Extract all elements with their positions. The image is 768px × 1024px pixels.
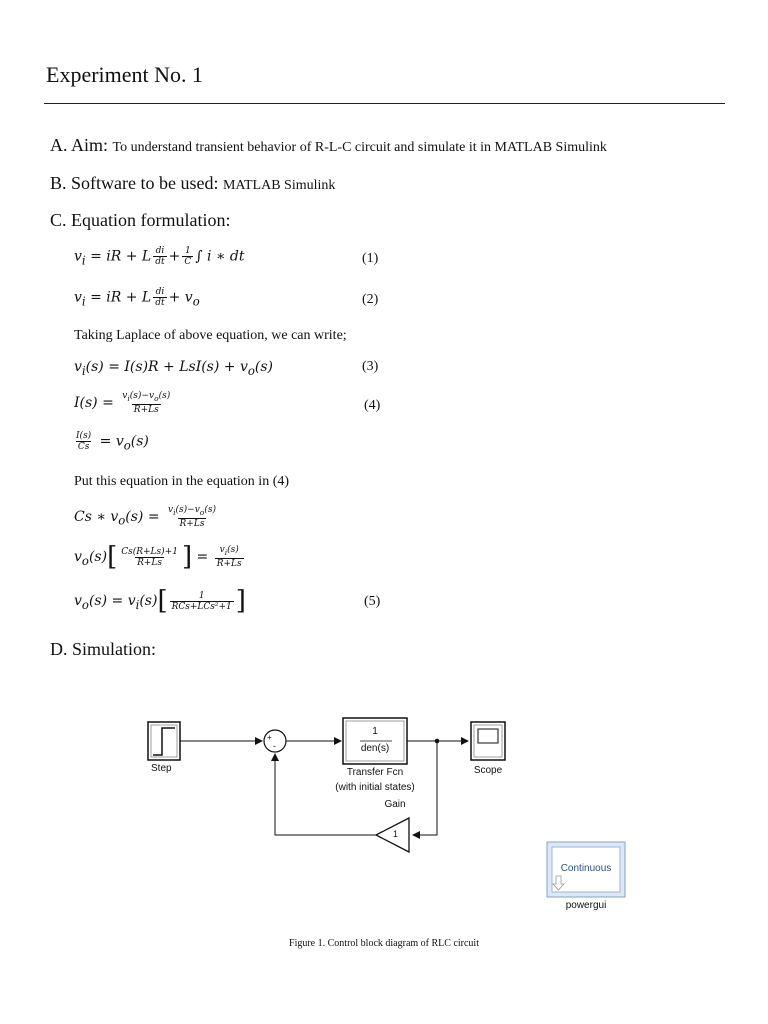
equation-substitution: Cs ∗ $v_o(s)$ = $\frac{v_i(s)-v_o(s)}{R+Ls}$ xyxy=(74,505,216,529)
step-label: Step xyxy=(151,763,172,774)
laplace-text: Taking Laplace of above equation, we can write; xyxy=(74,328,347,343)
gain-label: Gain xyxy=(384,799,406,810)
step-block[interactable] xyxy=(148,722,180,760)
equation-1: $v_i$ = iR + L $\frac{di}{dt}$ + $\frac{1}{C}$ ∫ i ∗ dt xyxy=(74,246,245,268)
equation-4: I(s) = $\frac{v_i(s)-v_o(s)}{R+Ls}$ xyxy=(74,391,171,415)
tf-sublabel: (with initial states) xyxy=(335,782,415,793)
tf-denominator: den(s) xyxy=(360,743,390,754)
equation-5: $v_o(s) = v_i(s)$ [ $\frac{1}{\text{RCs+LCs²+1}}$ ] xyxy=(74,586,246,616)
equation-2-number: (2) xyxy=(362,292,379,307)
transfer-fcn-block[interactable] xyxy=(343,718,407,764)
aim-label: A. Aim: xyxy=(50,135,109,155)
equation-3-number: (3) xyxy=(362,359,379,374)
equation-5-number: (5) xyxy=(364,594,381,609)
aim-text: To understand transient behavior of R-L-C circuit and simulate it in MATLAB Simulink xyxy=(112,140,607,155)
powergui-label: powergui xyxy=(565,900,607,911)
equation-rearranged: $v_o(s)$ [ $\frac{Cs(R+Ls)+1}{R+Ls}$ ] = $\frac{v_i(s)}{R+Ls}$ xyxy=(74,542,242,572)
figure-caption: Figure 1. Control block diagram of RLC circuit xyxy=(289,938,479,949)
equation-output-voltage: $\frac{I(s)}{Cs}$ = $v_o(s)$ xyxy=(76,431,149,453)
page-title: Experiment No. 1 xyxy=(46,62,204,87)
equation-2: $v_i$ = iR + L $\frac{di}{dt}$ + $v_o$ xyxy=(74,287,200,309)
tf-numerator: 1 xyxy=(372,726,378,737)
sum-plus-sign: + xyxy=(267,733,272,742)
section-simulation-heading: D. Simulation: xyxy=(50,639,157,659)
scope-label: Scope xyxy=(473,765,503,776)
scope-block[interactable] xyxy=(471,722,505,760)
powergui-mode-text: Continuous xyxy=(560,863,612,874)
equation-3: $v_i(s) = I(s)R + LsI(s) + v_o(s)$ xyxy=(74,359,274,378)
substitution-text: Put this equation in the equation in (4) xyxy=(74,474,290,489)
tf-label: Transfer Fcn xyxy=(346,767,404,778)
section-equation-heading: C. Equation formulation: xyxy=(50,210,231,230)
software-label: B. Software to be used: xyxy=(50,173,219,193)
equation-4-number: (4) xyxy=(364,398,381,413)
software-text: MATLAB Simulink xyxy=(222,178,336,193)
gain-value: 1 xyxy=(393,829,399,839)
sum-minus-sign: - xyxy=(273,741,276,751)
equation-1-number: (1) xyxy=(362,251,379,266)
